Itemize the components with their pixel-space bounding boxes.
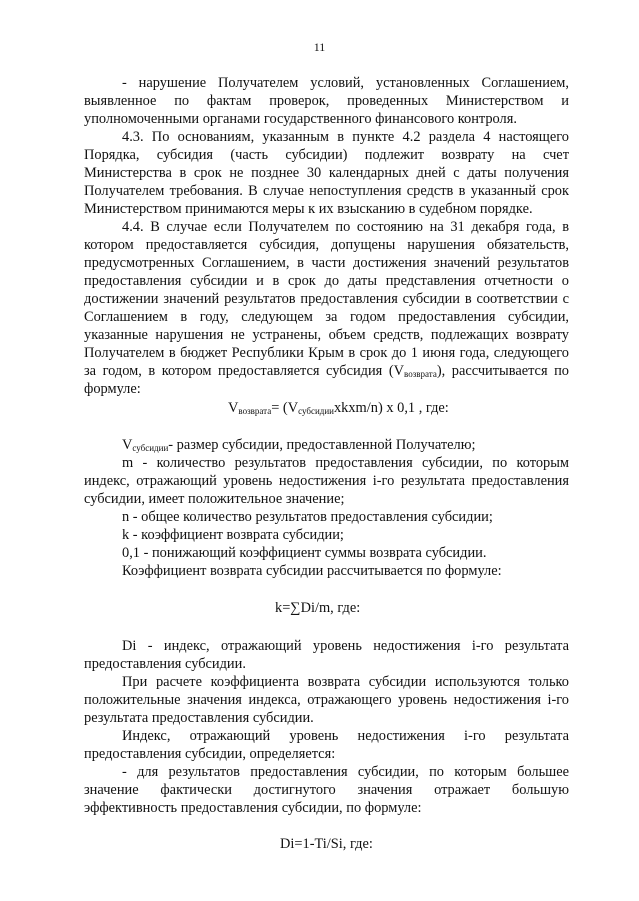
text-line: субсидии, имеет положительное значение; [84, 491, 345, 507]
text-line: - для результатов предоставления субсидии, по которым большее [122, 764, 569, 780]
text-line: уполномоченными органами государственного финансового контроля. [84, 111, 517, 127]
text-line: котором предоставляется субсидия, допущены нарушения обязательств, [84, 237, 569, 253]
text-line: предоставления субсидии. [84, 656, 246, 672]
text-line: 0,1 - понижающий коэффициент суммы возврата субсидии. [122, 545, 487, 561]
text-line: При расчете коэффициента возврата субсидии используются только [122, 674, 569, 690]
text-line: - нарушение Получателем условий, установленных Соглашением, [122, 75, 569, 91]
text-line: Получателем в бюджет Республики Крым в срок до 1 июня года, следующего [84, 345, 569, 361]
text-line: значение фактически достигнутого значения отражает большую [84, 782, 569, 798]
text-line: эффективность предоставления субсидии, по формуле: [84, 800, 422, 816]
text-line: 4.4. В случае если Получателем по состоянию на 31 декабря года, в [122, 219, 569, 235]
text-line: формуле: [84, 381, 141, 397]
text-line: Министерства в срок не позднее 30 календарных дней с даты получения [84, 165, 569, 181]
text-line: Индекс, отражающий уровень недостижения i-го результата [122, 728, 569, 744]
text-line: k - коэффициент возврата субсидии; [122, 527, 344, 543]
text-line: Получателем требования. В случае непоступления средств в указанный срок [84, 183, 569, 199]
text-line: достижении значений результатов предоставления субсидии в соответствии с [84, 291, 569, 307]
text-line: Соглашением в году, следующем за годом предоставления субсидии, [84, 309, 569, 325]
text-line: указанные нарушения не устранены, объем средств, подлежащих возврату [84, 327, 569, 343]
text-line: индекс, отражающий уровень недостижения i-го результата предоставления [84, 473, 569, 489]
text-line: выявленное по фактам проверок, проведенных Министерством и [84, 93, 569, 109]
text-line: результата предоставления субсидии. [84, 710, 314, 726]
page-number: 11 [313, 40, 326, 54]
text-line: предоставления субсидии и в срок до даты представления отчетности о [84, 273, 569, 289]
text-line: положительные значения индекса, отражающего уровень недостижения i-го [84, 692, 569, 708]
formula-return-amount: $V_{возврата}=$ $(V_{субсидии}xkxm/n)$ x 0,1 , где: [228, 400, 449, 416]
text-line: за годом, в котором предоставляется субсидия $(V_{возврата})$, рассчитывается по [84, 363, 569, 379]
text-line: $V_{субсидии}-$ размер субсидии, предоставленной Получателю; [122, 437, 476, 453]
text-line: n - общее количество результатов предоставления субсидии; [122, 509, 493, 525]
text-line: 4.3. По основаниям, указанным в пункте 4.2 раздела 4 настоящего [122, 129, 569, 145]
text-line: предоставления субсидии, определяется: [84, 746, 336, 762]
text-line: предусмотренных Соглашением, в части достижения значений результатов [84, 255, 569, 271]
formula-index: Di=1-Ti/Si, где: [280, 836, 373, 852]
text-line: Di - индекс, отражающий уровень недостижения i-го результата [122, 638, 569, 654]
text-line: Порядка, субсидия (часть субсидии) подлежит возврату на счет [84, 147, 569, 163]
formula-coefficient: k=∑Di/m, где: [275, 600, 361, 616]
text-line: m - количество результатов предоставления субсидии, по которым [122, 455, 569, 471]
text-line: Коэффициент возврата субсидии рассчитывается по формуле: [122, 563, 502, 579]
text-line: Министерством принимаются меры к их взысканию в судебном порядке. [84, 201, 533, 217]
